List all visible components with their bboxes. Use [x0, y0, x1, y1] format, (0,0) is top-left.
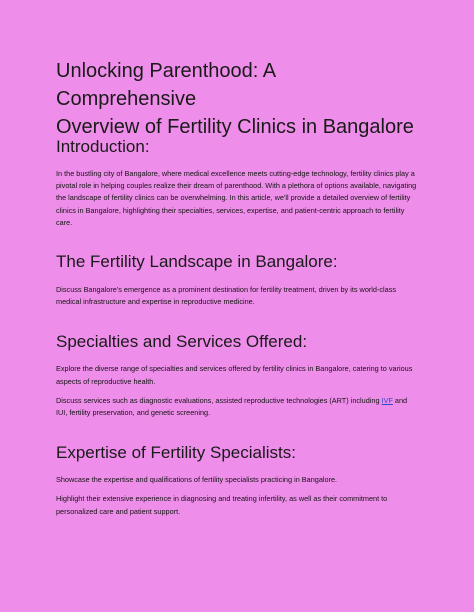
landscape-heading: The Fertility Landscape in Bangalore:	[56, 252, 338, 272]
specialties-text-before-link: Discuss services such as diagnostic evaluations, assisted reproductive technologies (ART) including	[56, 395, 382, 405]
specialties-paragraph-2	[56, 395, 418, 419]
expertise-heading: Expertise of Fertility Specialists:	[56, 443, 296, 463]
specialties-heading: Specialties and Services Offered:	[56, 332, 308, 352]
document-title	[56, 57, 418, 138]
ivf-link[interactable]: IVF	[381, 395, 393, 405]
title-line-2: Overview of Fertility Clinics in Bangalore	[56, 116, 414, 138]
landscape-paragraph: Discuss Bangalore's emergence as a prominent destination for fertility treatment, driven by its world-class medical infrastructure and expertise in reproductive medicine.	[56, 285, 397, 307]
expertise-section	[56, 442, 418, 518]
landscape-section	[56, 251, 418, 308]
specialties-text-after-link: and IUI, fertility preservation, and genetic screening.	[56, 395, 408, 418]
specialties-section	[56, 331, 418, 419]
expertise-paragraph-1: Showcase the expertise and qualifications of fertility specialists practicing in Bangalore.	[56, 475, 338, 485]
introduction-heading: Introduction:	[56, 137, 150, 156]
specialties-paragraph-1: Explore the diverse range of specialties and services offered by fertility clinics in Bangalore, catering to various aspects of reproductive health.	[56, 364, 413, 386]
introduction-section	[56, 136, 418, 229]
introduction-paragraph: In the bustling city of Bangalore, where medical excellence meets cutting-edge technology, fertility clinics play a pivotal role in helping couples realize their dream of parenthood. With a plethora of options available, navigating the landscape of fertility clinics can be overwhelming. In this article, we'll provide a detailed overview of fertility clinics in Bangalore, highlighting their specialties, services, expertise, and patient-centric approach to fertility care.	[56, 169, 417, 227]
title-line-1: Unlocking Parenthood: A Comprehensive	[56, 60, 276, 110]
expertise-paragraph-2: Highlight their extensive experience in diagnosing and treating infertility, as well as their commitment to personalized care and patient support.	[56, 494, 388, 516]
